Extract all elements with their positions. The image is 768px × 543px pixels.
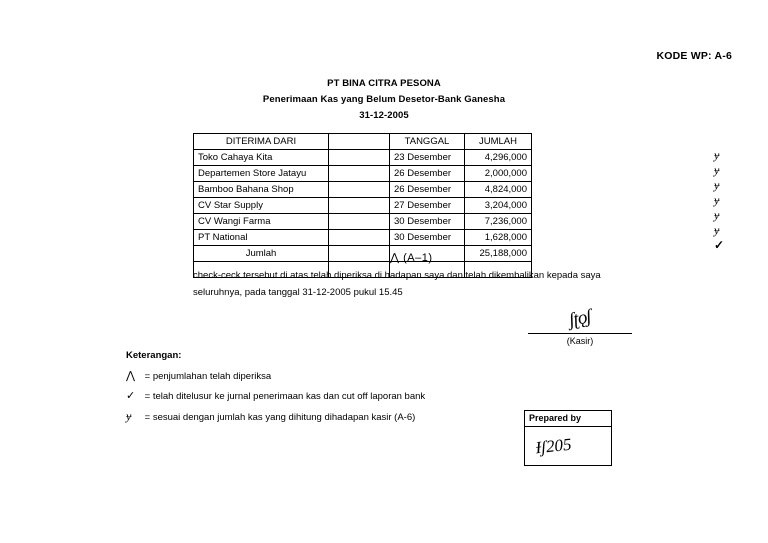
cell-amount: 7,236,000	[465, 214, 532, 230]
cell-date: 26 Desember	[390, 166, 465, 182]
prepared-by-label: Prepared by	[525, 411, 611, 427]
footnote-symbols: ⋀ (A–1)	[390, 252, 433, 264]
report-date: 31-12-2005	[359, 110, 409, 121]
cell-date: 30 Desember	[390, 230, 465, 246]
cell-date: 27 Desember	[390, 198, 465, 214]
cell-date: 23 Desember	[390, 150, 465, 166]
cashier-signature-block	[520, 305, 640, 346]
note-line-1: check-ceck tersebut di atas telah diperiksa di hadapan saya dan telah dikembalikan kepada saya	[193, 270, 601, 281]
tickmark-icon: ɏ	[714, 193, 720, 207]
cell-amount: 4,296,000	[465, 150, 532, 166]
legend-text: = penjumlahan telah diperiksa	[144, 371, 272, 382]
slashed-y-symbol-icon: ɏ	[126, 409, 132, 423]
column-header-blank	[329, 134, 390, 150]
table-row	[194, 166, 532, 182]
cell-blank	[329, 166, 390, 182]
table-row	[194, 150, 532, 166]
table-header-row	[194, 134, 532, 150]
tickmark-icon: ɏ	[714, 208, 720, 222]
tickmark-icon: ɏ	[714, 163, 720, 177]
kode-wp-label: KODE WP: A-6	[656, 50, 732, 62]
cell-blank	[329, 214, 390, 230]
column-header-tanggal: TANGGAL	[390, 134, 465, 150]
legend-item	[126, 386, 425, 407]
report-subtitle: Penerimaan Kas yang Belum Desetor-Bank Ganesha	[262, 94, 506, 105]
signature-caption: (Kasir)	[566, 336, 594, 346]
prepared-by-signature: Ɨʃ205	[534, 434, 573, 458]
signature-scribble: ʃʈǫʃ	[567, 305, 593, 332]
cell-blank	[329, 150, 390, 166]
cell-total-label: Jumlah	[194, 246, 329, 262]
cell-blank	[329, 182, 390, 198]
document-title-block	[0, 76, 768, 124]
cell-amount: 4,824,000	[465, 182, 532, 198]
tickmark-icon: ɏ	[714, 178, 720, 192]
cell-blank	[329, 198, 390, 214]
legend-text: = sesuai dengan jumlah kas yang dihitung dihadapan kasir (A-6)	[144, 412, 416, 423]
cell-amount: 2,000,000	[465, 166, 532, 182]
cell-name: Toko Cahaya Kita	[194, 150, 329, 166]
tickmark-icon: ɏ	[714, 148, 720, 162]
column-header-jumlah: JUMLAH	[465, 134, 532, 150]
check-symbol-icon: ✓	[126, 390, 136, 402]
tickmark-column	[712, 133, 736, 253]
cell-name: Bamboo Bahana Shop	[194, 182, 329, 198]
tickmark-icon: ɏ	[714, 223, 720, 237]
cell-blank	[329, 230, 390, 246]
table-row	[194, 214, 532, 230]
cell-blank	[329, 246, 390, 262]
company-name: PT BINA CITRA PESONA	[327, 78, 441, 89]
table-row	[194, 182, 532, 198]
cell-amount: 1,628,000	[465, 230, 532, 246]
cell-amount: 3,204,000	[465, 198, 532, 214]
cell-name: CV Star Supply	[194, 198, 329, 214]
table-row	[194, 198, 532, 214]
cell-date: 30 Desember	[390, 214, 465, 230]
table-row	[194, 230, 532, 246]
cell-name: CV Wangi Farma	[194, 214, 329, 230]
keterangan-title: Keterangan:	[126, 350, 182, 361]
cell-name: PT National	[194, 230, 329, 246]
cell-total-amount: 25,188,000	[465, 246, 532, 262]
note-line-2: seluruhnya, pada tanggal 31-12-2005 pukul 15.45	[193, 287, 403, 298]
caret-symbol-icon: ⋀	[126, 370, 136, 382]
cash-receipts-table	[193, 133, 532, 278]
prepared-by-box	[524, 410, 612, 466]
cell-date: 26 Desember	[390, 182, 465, 198]
table-total-row	[194, 246, 532, 262]
legend-item	[126, 366, 271, 387]
tickmark-check-icon: ✓	[714, 238, 725, 252]
column-header-diterima-dari: DITERIMA DARI	[194, 134, 329, 150]
legend-item	[126, 406, 415, 428]
cell-name: Departemen Store Jatayu	[194, 166, 329, 182]
legend-text: = telah ditelusur ke jurnal penerimaan kas dan cut off laporan bank	[144, 391, 426, 402]
